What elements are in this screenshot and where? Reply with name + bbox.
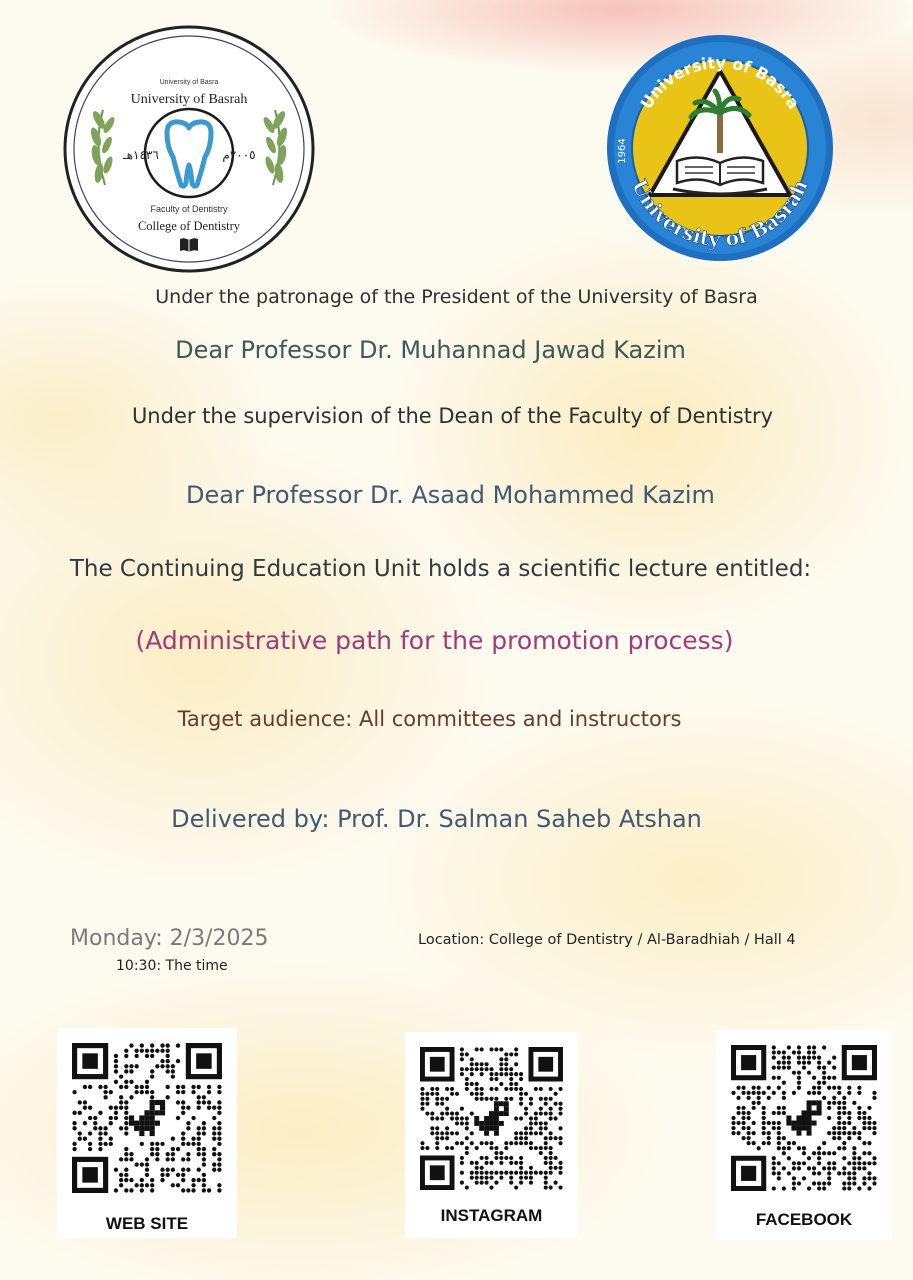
seal-faculty-text: Faculty of Dentistry	[150, 204, 228, 214]
qr-label-website: WEB SITE	[105, 1214, 189, 1233]
seal-left-date: ١٤٣٦هـ	[123, 148, 159, 162]
seal-right-date: ٢٠٠٥م	[222, 148, 256, 162]
instagram-qr-code[interactable]	[420, 1047, 563, 1190]
qr-card-website[interactable]	[57, 1028, 237, 1238]
target-audience: Target audience: All committees and instructors	[177, 707, 682, 731]
patronage-line: Under the patronage of the President of the University of Basra	[155, 286, 758, 308]
lecture-date: Monday: 2/3/2025	[70, 926, 269, 951]
university-of-basrah-seal	[605, 33, 835, 263]
dinosaur-icon	[474, 1101, 509, 1136]
qr-card-instagram[interactable]	[405, 1032, 578, 1238]
book-icon	[180, 238, 198, 252]
seal-small-top-text: University of Basra	[159, 79, 219, 86]
lecture-title: (Administrative path for the promotion process)	[135, 626, 734, 655]
qr-label-instagram: INSTAGRAM	[440, 1206, 543, 1225]
dean-name: Dear Professor Dr. Asaad Mohammed Kazim	[186, 481, 715, 509]
supervision-line: Under the supervision of the Dean of the Faculty of Dentistry	[131, 404, 774, 428]
dinosaur-icon	[129, 1100, 165, 1136]
announcement-line: The Continuing Education Unit holds a scientific lecture entitled:	[69, 556, 812, 582]
qr-label-facebook: FACEBOOK	[755, 1210, 853, 1229]
seal-arc-top-text: University of Basra	[636, 52, 804, 113]
facebook-qr-code[interactable]	[731, 1045, 877, 1191]
seal-year-text: 1964	[617, 138, 628, 164]
dinosaur-icon	[786, 1100, 821, 1135]
seal-college-text: College of Dentistry	[137, 219, 241, 233]
president-name: Dear Professor Dr. Muhannad Jawad Kazim	[175, 336, 686, 364]
delivered-by: Delivered by: Prof. Dr. Salman Saheb Atshan	[171, 805, 702, 833]
lecture-location: Location: College of Dentistry / Al-Baradhiah / Hall 4	[418, 932, 796, 948]
lecture-time: 10:30: The time	[116, 958, 228, 974]
website-qr-code[interactable]	[72, 1043, 222, 1193]
college-of-dentistry-seal	[63, 25, 315, 273]
qr-card-facebook[interactable]	[716, 1030, 892, 1240]
seal-arc-bottom-text: University of Basrah	[627, 175, 813, 252]
seal-university-text: University of Basrah	[130, 92, 248, 107]
